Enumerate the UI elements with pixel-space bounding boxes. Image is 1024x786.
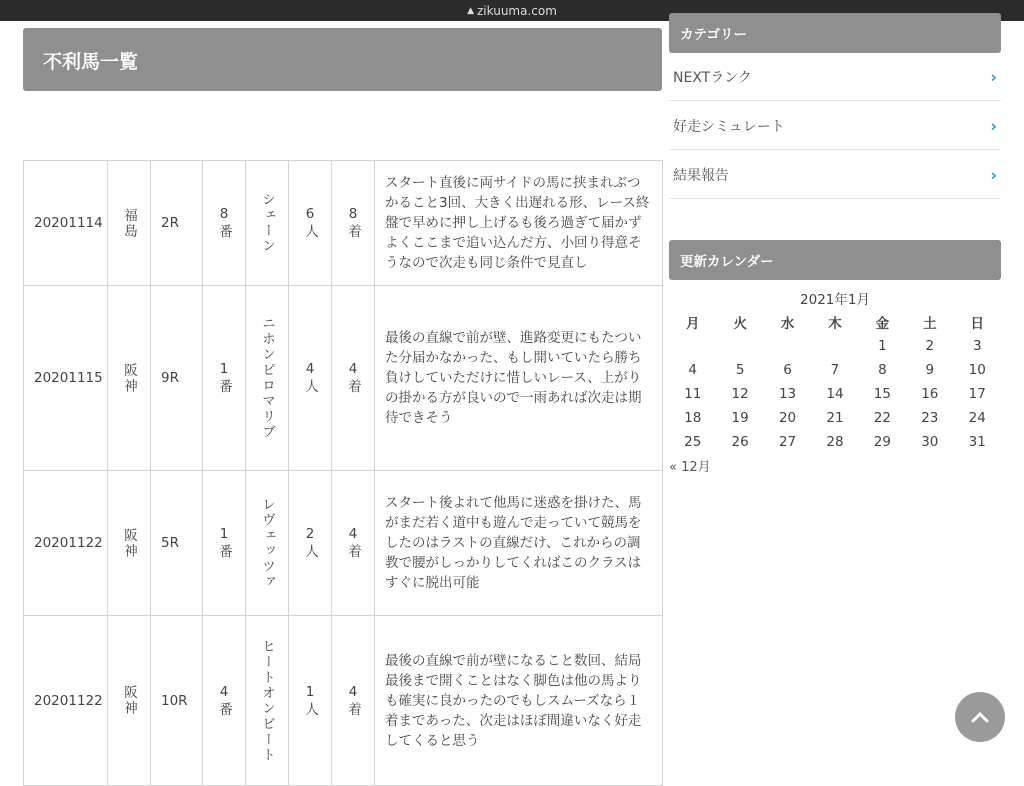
cell-gate-container [203,161,246,286]
cell-venue-container [108,161,151,286]
cell-horse: レヴェッツァ [259,496,275,590]
calendar-day: 7 [830,362,840,378]
calendar-week [669,358,1001,382]
calendar-day: 2 [925,338,935,354]
cell-date: 20201114 [24,161,108,286]
cell-race: 9R [151,286,203,471]
cell-date: 20201115 [24,286,108,471]
table-row [24,286,663,471]
category-item[interactable] [669,102,1001,150]
calendar-prev-link[interactable]: « 12月 [669,460,711,475]
calendar-day [716,334,763,358]
calendar-day: 4 [688,362,697,378]
cell-gate: 1番 [216,361,232,395]
cell-finish: 4着 [345,683,361,718]
cell-popularity: 1人 [302,683,318,718]
category-label: 結果報告 [673,167,729,184]
calendar-day: 21 [826,410,844,426]
table-row [24,161,663,286]
scroll-to-top-button[interactable] [955,692,1005,742]
calendar-weekday: 日 [970,316,985,332]
calendar-day: 29 [873,434,891,450]
cell-venue: 阪神 [121,527,137,559]
cell-horse-container [246,286,289,471]
category-label: 好走シミュレート [673,118,785,135]
lock-icon: ▲ [467,5,474,16]
cell-race: 5R [151,471,203,616]
horses-table [23,160,663,786]
cell-gate-container [203,471,246,616]
cell-venue: 阪神 [121,685,137,716]
calendar-weekday: 木 [828,316,842,332]
cell-date: 20201122 [24,471,108,616]
cell-date: 20201122 [24,616,108,786]
cell-gate: 4番 [216,683,232,718]
calendar-day: 23 [921,410,939,426]
cell-popularity: 2人 [302,526,318,560]
calendar-weekday: 水 [780,316,795,332]
cell-race: 2R [151,161,203,286]
calendar-day: 6 [783,362,792,378]
calendar-week [669,334,1001,358]
cell-horse-container [246,616,289,786]
table-row [24,471,663,616]
calendar-day: 17 [968,386,986,402]
chevron-up-icon [971,711,989,723]
category-heading: カテゴリー [669,13,1001,53]
calendar-day: 30 [921,434,939,450]
calendar-day: 14 [826,386,844,402]
cell-horse-container [246,161,289,286]
cell-venue: 福島 [121,207,137,239]
calendar-day [669,334,716,358]
calendar-day: 9 [925,362,935,378]
calendar-day: 20 [778,410,797,426]
cell-popularity: 6人 [302,206,318,240]
cell-venue-container [108,471,151,616]
calendar-day: 27 [778,434,797,450]
cell-finish-container [332,161,375,286]
calendar-heading: 更新カレンダー [669,240,1001,280]
calendar-day [811,334,858,358]
cell-finish: 4着 [345,526,361,560]
cell-horse: シェーン [259,192,275,254]
cell-venue-container [108,286,151,471]
cell-popularity-container [289,616,332,786]
calendar-week [669,406,1001,430]
calendar-weekday: 月 [685,316,700,332]
calendar-day: 31 [968,434,986,450]
cell-popularity-container [289,161,332,286]
cell-horse-container [246,471,289,616]
calendar-day: 22 [873,410,891,426]
cell-finish-container [332,616,375,786]
category-label: NEXTランク [673,69,752,86]
cell-horse: ヒートオンビート [259,638,275,763]
cell-popularity: 4人 [302,361,318,395]
calendar-day: 13 [778,386,797,402]
category-item[interactable] [669,53,1001,101]
chevron-right-icon: › [990,116,997,135]
calendar-day: 26 [731,434,749,450]
url-text: zikuuma.com [477,3,557,18]
cell-comment: 最後の直線で前が壁、進路変更にもたついた分届かなかった、もし開いていたら勝ち負けしていただけに惜しいレース、上がりの掛かる方が良いので一雨あれば次走は期待できそう [375,286,663,471]
cell-gate: 8番 [216,206,232,240]
calendar-day: 10 [968,362,986,378]
calendar-weekday: 金 [875,316,890,332]
cell-horse: ニホンピロマリブ [259,316,275,440]
update-calendar [669,290,1001,475]
cell-popularity-container [289,471,332,616]
calendar-day: 16 [921,386,939,402]
calendar-day: 12 [731,386,749,402]
cell-gate-container [203,616,246,786]
page-title-box [23,28,662,91]
cell-popularity-container [289,286,332,471]
cell-comment: スタート後よれて他馬に迷惑を掛けた、馬がまだ若く道中も遊んで走っていて競馬をしたのはラストの直線だけ、これからの調教で腰がしっかりしてくればこのクラスはすぐに脱出可能 [375,471,663,616]
cell-race: 10R [151,616,203,786]
cell-gate-container [203,286,246,471]
chevron-right-icon: › [990,67,997,86]
calendar-day: 5 [735,362,745,378]
calendar-weekday: 土 [923,316,937,332]
table-row [24,616,663,786]
calendar-day [764,334,811,358]
cell-comment: 最後の直線で前が壁になること数回、結局最後まで開くことはなく脚色は他の馬よりも確実に良かったのでもしスムーズなら１着まであった、次走はほぼ間違いなく好走してくると思う [375,616,663,786]
calendar-day: 11 [684,386,702,402]
cell-venue-container [108,616,151,786]
page-title: 不利馬一覧 [43,51,139,73]
calendar-day: 1 [878,338,887,354]
calendar-caption: 2021年1月 [800,292,870,308]
calendar-day: 15 [873,386,891,402]
calendar-day: 19 [731,410,749,426]
calendar-day: 3 [972,338,982,354]
chevron-right-icon: › [990,165,997,184]
calendar-day: 8 [878,362,887,378]
cell-finish-container [332,471,375,616]
calendar-day: 25 [684,434,702,450]
cell-gate: 1番 [216,526,232,560]
calendar-week [669,382,1001,406]
calendar-week [669,430,1001,454]
calendar-day: 18 [684,410,702,426]
cell-finish: 4着 [345,361,361,395]
cell-venue: 阪神 [121,362,137,394]
calendar-weekday: 火 [733,316,747,332]
calendar-day: 24 [968,410,986,426]
cell-finish-container [332,286,375,471]
calendar-day: 28 [826,434,844,450]
cell-finish: 8着 [345,206,361,240]
category-item[interactable] [669,151,1001,199]
cell-comment: スタート直後に両サイドの馬に挟まれぶつかること3回、大きく出遅れる形、レース終盤で早めに押し上げるも後ろ過ぎて届かずよくここまで追い込んだ方、小回り得意そうなので次走も同じ条件で見直し [375,161,663,286]
